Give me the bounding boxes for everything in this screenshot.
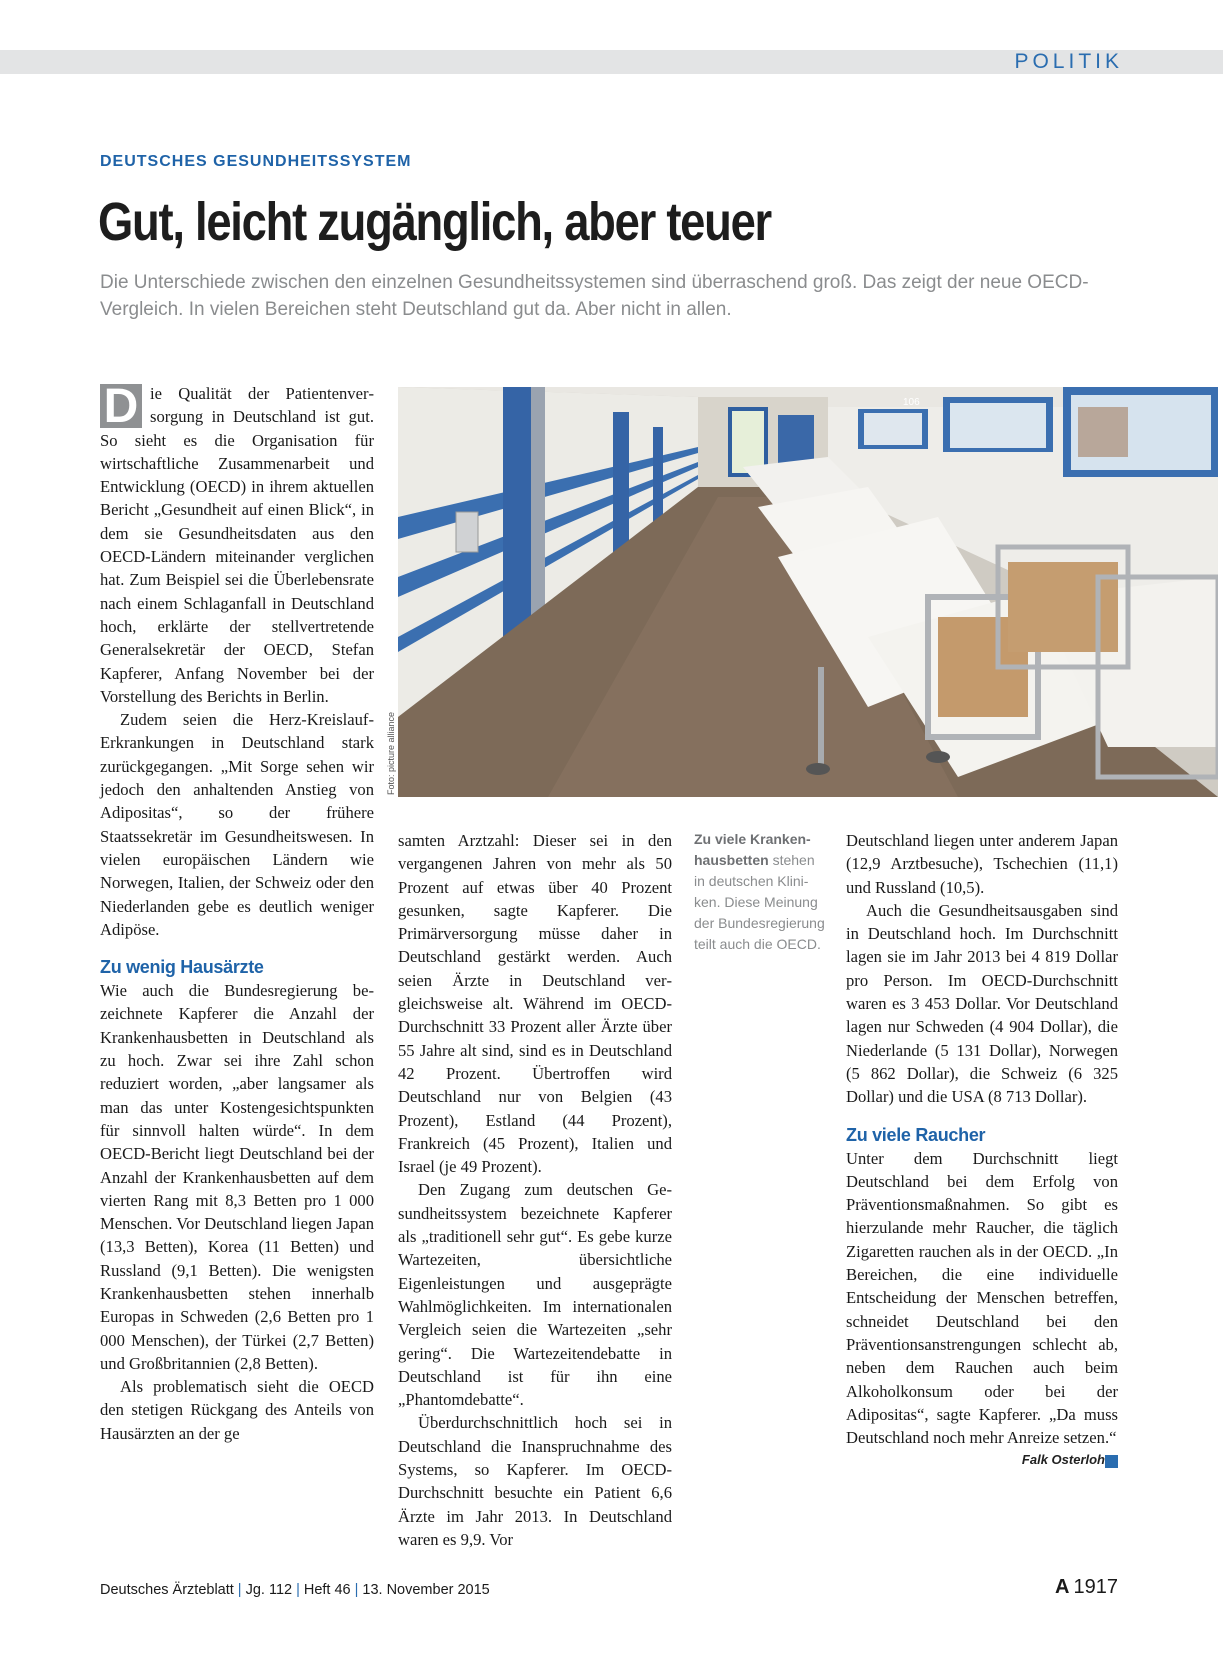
photo-credit: Foto: picture alliance xyxy=(386,711,396,795)
end-mark-icon xyxy=(1105,1455,1118,1468)
paragraph: samten Arztzahl: Dieser sei in den vergangenen Jahren von mehr als 50 Prozent auf etwas über 40 Prozent gesunken, sagte Kapferer. Die Primärversorgung müsse daher in Deutschland gestärkt werden. Auch seien Ärzte in Deutschland vergleichsweise alt. Während im OECD-Durchschnitt 33 Prozent aller Ärzte über 55 Jahre alt sind, sind es in Deutschland 42 Prozent. Übertroffen wird Deutschland nur von Belgien (43 Prozent), Estland (44 Prozent), Frankreich (45 Prozent), Italien und Israel (je 49 Prozent). xyxy=(398,831,672,1177)
footer-separator: | xyxy=(237,1582,242,1598)
photo-caption xyxy=(694,829,829,955)
footer-separator: | xyxy=(354,1582,359,1598)
paragraph: Zudem seien die Herz-Kreislauf-Erkrankungen in Deutschland stark zurückgegangen. „Mit Sorge sehen wir jedoch den anhaltenden Anstieg von Adipositas“, so der frühere Staatssekretär im Gesundheitswesen. In vielen europäischen Ländern wie Norwegen, Italien, der Schweiz oder den Niederlanden gebe es deutlich weniger Adipöse. xyxy=(100,710,374,939)
paragraph-intro xyxy=(100,382,374,708)
article-column-3 xyxy=(846,829,1118,1471)
caption-text: stehen in deutschen Kliniken. Diese Meinung der Bundesregierung teilt auch die OECD. xyxy=(694,852,825,952)
paragraph-final-text: Unter dem Durchschnitt liegt Deutschland bei dem Erfolg von Präventionsmaßnahmen. So gibt es hierzulande mehr Raucher, die täglich Zigaretten rauchen als in der OECD. „In Bereichen, die eine individuelle Entscheidung der Menschen betreffen, schneidet Deutschland bei den Präventionsanstrengungen schlecht ab, neben dem Rauchen auch beim Alkoholkonsum oder bei der Adipositas“, sagte Kapferer. „Da muss Deutschland noch mehr Anreize setzen.“ xyxy=(846,1148,1118,1448)
paragraph-intro-text: ie Qualität der Patientenversorgung in Deutschland ist gut. So sieht es die Organisation für wirtschaftliche Zusammenarbeit und Entwicklung (OECD) in ihrem aktuellen Bericht „Gesundheit auf einen Blick“, in dem sie Gesundheitsdaten aus den OECD-Ländern miteinander verglichen hat. Zum Beispiel sei die Überlebensrate nach einem Schlaganfall in Deutschland hoch, erklärte der stellvertretende Generalsekretär der OECD, Stefan Kapferer, Anfang November bei der Vorstellung des Berichts in Berlin. xyxy=(100,384,374,706)
page-number xyxy=(1055,1574,1118,1600)
footer-date: 13. November 2015 xyxy=(362,1582,490,1598)
paragraph-final xyxy=(846,1147,1118,1450)
footer-volume: Jg. 112 xyxy=(245,1582,293,1598)
article-kicker: DEUTSCHES GESUNDHEITSSYSTEM xyxy=(100,153,412,170)
article-column-1 xyxy=(100,382,374,1445)
section-label: POLITIK xyxy=(1014,50,1123,73)
room-sign: 106 xyxy=(903,397,920,408)
paragraph: Überdurchschnittlich hoch sei in Deutschland die Inanspruchnahme des Systems, so Kapferer. Im OECD-Durchschnitt besuchte ein Patient 6,6 Ärzte im Jahr 2013. In Deutschland waren es 9,9. Vor xyxy=(398,1413,672,1549)
drop-cap: D xyxy=(100,384,142,428)
article-lede: Die Unterschiede zwischen den einzelnen Gesundheitssystemen sind überraschend groß. Das zeigt der neue OECD-Vergleich. In vielen Bereichen steht Deutschland gut da. Aber nicht in allen. xyxy=(100,272,1089,320)
page-number-value: 1917 xyxy=(1073,1576,1118,1598)
page-prefix: A xyxy=(1055,1576,1070,1598)
page-footer xyxy=(100,1580,490,1600)
subheading-hausaerzte: Zu wenig Hausärzte xyxy=(100,957,264,978)
author-byline: Falk Osterloh xyxy=(1021,1452,1105,1468)
paragraph: Den Zugang zum deutschen Gesundheitssystem bezeichnete Kapferer als „traditionell sehr gut“. Es gebe kurze Wartezeiten, übersichtliche Eigenleistungen und ausgeprägte Wahlmöglichkeiten. Im internationalen Vergleich seien die Wartezeiten „sehr gering“. Die Wartezeitendebatte in Deutschland ist für ihn eine „Phantomdebatte“. xyxy=(398,1180,672,1410)
paragraph: Als problematisch sieht die OECD den stetigen Rückgang des Anteils von Hausärzten an der ge xyxy=(100,1377,374,1443)
hospital-corridor-photo xyxy=(398,387,1218,797)
paragraph: Auch die Gesundheitsausgaben sind in Deutschland hoch. Im Durchschnitt lagen sie im Jahr 2013 bei 4 819 Dollar pro Person. Im OECD-Durchschnitt waren es 3 453 Dollar. Vor Deutschland lagen nur Schweden (4 904 Dollar), die Niederlande (5 131 Dollar), Norwegen (5 862 Dollar), die Schweiz (6 325 Dollar) und die USA (8 713 Dollar). xyxy=(846,900,1118,1107)
footer-publication: Deutsches Ärzteblatt xyxy=(100,1582,234,1598)
subheading-raucher: Zu viele Raucher xyxy=(846,1124,986,1145)
caption-lead: Zu viele Krankenhausbetten xyxy=(694,831,811,868)
footer-issue: Heft 46 xyxy=(303,1582,351,1598)
footer-separator: | xyxy=(296,1582,300,1598)
paragraph: Deutschland liegen unter anderem Japan (12,9 Arztbesuche), Tschechien (11,1) und Russland (10,5). xyxy=(846,831,1118,897)
paragraph: Wie auch die Bundesregierung bezeichnete Kapferer die Anzahl der Krankenhausbetten in Deutschland als zu hoch. Zwar sei ihre Zahl schon reduziert worden, „aber langsamer als man das unter Kostengesichtspunkten für sinnvoll halten würde“. In dem OECD-Bericht liegt Deutschland bei der Anzahl der Krankenhausbetten auf dem vierten Rang mit 8,3 Betten pro 1 000 Menschen. Vor Deutschland liegen Japan (13,3 Betten), Korea (11 Betten) und Russland (9,1 Betten). Die wenigsten Krankenhausbetten stehen innerhalb Europas in Schweden (2,6 Betten pro 1 000 Menschen), der Türkei (2,7 Betten) und Großbritannien (2,8 Betten). xyxy=(100,981,374,1373)
article-column-2 xyxy=(398,829,672,1551)
article-headline: Gut, leicht zugänglich, aber teuer xyxy=(98,192,771,252)
